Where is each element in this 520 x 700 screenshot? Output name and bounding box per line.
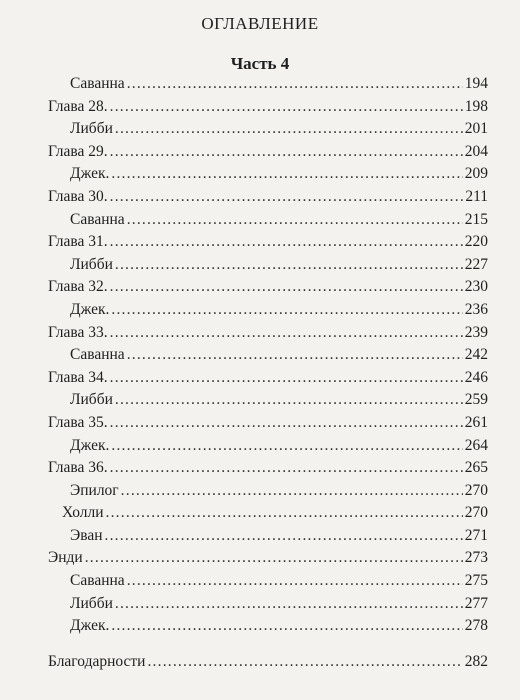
toc-entry bbox=[48, 391, 488, 414]
dot-leader bbox=[110, 143, 463, 161]
toc-entry-title: Холли bbox=[62, 504, 104, 522]
toc-entry-page: 236 bbox=[464, 300, 488, 318]
dot-leader bbox=[127, 75, 463, 93]
toc-entry-title: Саванна bbox=[70, 572, 125, 590]
toc-entry-page: 282 bbox=[464, 652, 488, 670]
toc-entry-page: 227 bbox=[464, 255, 488, 273]
toc-entry bbox=[48, 369, 488, 392]
table-of-contents bbox=[48, 75, 488, 675]
toc-entry bbox=[48, 653, 488, 676]
toc-entry-page: 209 bbox=[464, 165, 488, 183]
toc-entry-title: Глава 30. bbox=[48, 187, 108, 205]
toc-entry bbox=[48, 278, 488, 301]
toc-entry bbox=[48, 572, 488, 595]
toc-entry-title: Эван bbox=[70, 526, 103, 544]
toc-entry-page: 261 bbox=[464, 413, 488, 431]
toc-entry bbox=[48, 256, 488, 279]
toc-entry-title: Либби bbox=[70, 120, 113, 138]
toc-entry bbox=[48, 346, 488, 369]
toc-entry-title: Глава 29. bbox=[48, 142, 108, 160]
dot-leader bbox=[110, 369, 463, 387]
toc-entry-page: 271 bbox=[464, 526, 488, 544]
dot-leader bbox=[111, 165, 462, 183]
toc-entry-page: 264 bbox=[464, 436, 488, 454]
dot-leader bbox=[110, 414, 463, 432]
toc-entry bbox=[48, 437, 488, 460]
toc-entry-title: Глава 32. bbox=[48, 278, 108, 296]
dot-leader bbox=[127, 211, 463, 229]
toc-entry bbox=[48, 165, 488, 188]
dot-leader bbox=[106, 504, 463, 522]
toc-entry-page: 239 bbox=[464, 323, 488, 341]
toc-entry bbox=[48, 143, 488, 166]
dot-leader bbox=[115, 391, 463, 409]
dot-leader bbox=[85, 549, 463, 567]
toc-entry bbox=[48, 120, 488, 143]
toc-entry-page: 273 bbox=[464, 549, 488, 567]
dot-leader bbox=[111, 301, 462, 319]
toc-entry bbox=[48, 549, 488, 572]
toc-entry-title: Джек. bbox=[70, 436, 110, 454]
toc-entry-page: 204 bbox=[464, 142, 488, 160]
toc-entry-title: Глава 28. bbox=[48, 97, 108, 115]
dot-leader bbox=[110, 278, 463, 296]
toc-entry bbox=[48, 211, 488, 234]
toc-entry-title: Энди bbox=[48, 549, 83, 567]
dot-leader bbox=[127, 346, 463, 364]
page-heading: ОГЛАВЛЕНИЕ bbox=[201, 14, 319, 33]
toc-entry-page: 201 bbox=[464, 120, 488, 138]
dot-leader bbox=[110, 233, 463, 251]
dot-leader bbox=[110, 459, 463, 477]
toc-entry bbox=[48, 324, 488, 347]
toc-entry-title: Эпилог bbox=[70, 481, 119, 499]
dot-leader bbox=[105, 527, 463, 545]
part-title: Часть 4 bbox=[230, 54, 290, 73]
dot-leader bbox=[127, 572, 463, 590]
toc-entry-title: Либби bbox=[70, 255, 113, 273]
toc-entry-page: 220 bbox=[464, 233, 488, 251]
toc-entry-title: Джек. bbox=[70, 617, 110, 635]
dot-leader bbox=[110, 188, 464, 206]
toc-entry-title: Саванна bbox=[70, 75, 125, 92]
dot-leader bbox=[115, 120, 463, 138]
toc-entry-page: 198 bbox=[464, 97, 488, 115]
toc-entry-title: Благодарности bbox=[48, 652, 146, 670]
dot-leader bbox=[110, 98, 463, 116]
dot-leader bbox=[115, 256, 463, 274]
toc-entry-page: 275 bbox=[464, 572, 488, 590]
toc-entry-page: 270 bbox=[464, 481, 488, 499]
toc-entry-title: Саванна bbox=[70, 210, 125, 228]
toc-entry-page: 194 bbox=[464, 75, 488, 92]
toc-entry-page: 270 bbox=[464, 504, 488, 522]
toc-entry bbox=[48, 233, 488, 256]
toc-entry bbox=[48, 301, 488, 324]
toc-entry-page: 215 bbox=[464, 210, 488, 228]
toc-entry bbox=[48, 595, 488, 618]
toc-entry-page: 230 bbox=[464, 278, 488, 296]
toc-entry bbox=[48, 414, 488, 437]
toc-entry-page: 278 bbox=[464, 617, 488, 635]
toc-entry-page: 259 bbox=[464, 391, 488, 409]
toc-entry-page: 242 bbox=[464, 346, 488, 364]
dot-leader bbox=[111, 617, 462, 635]
dot-leader bbox=[115, 595, 463, 613]
toc-entry-page: 277 bbox=[464, 594, 488, 612]
toc-entry-title: Джек. bbox=[70, 165, 110, 183]
toc-entry-title: Глава 36. bbox=[48, 459, 108, 477]
toc-entry-title: Глава 33. bbox=[48, 323, 108, 341]
toc-entry bbox=[48, 188, 488, 211]
toc-entry bbox=[48, 98, 488, 121]
toc-entry-title: Либби bbox=[70, 391, 113, 409]
toc-entry-title: Глава 34. bbox=[48, 368, 108, 386]
toc-entry-title: Либби bbox=[70, 594, 113, 612]
toc-entry bbox=[48, 75, 488, 98]
toc-entry bbox=[48, 459, 488, 482]
dot-leader bbox=[121, 482, 463, 500]
toc-entry bbox=[48, 527, 488, 550]
toc-entry bbox=[48, 617, 488, 640]
toc-entry-page: 246 bbox=[464, 368, 488, 386]
toc-entry-title: Саванна bbox=[70, 346, 125, 364]
toc-entry-title: Джек. bbox=[70, 300, 110, 318]
dot-leader bbox=[110, 324, 463, 342]
toc-entry-title: Глава 31. bbox=[48, 233, 108, 251]
toc-entry bbox=[48, 482, 488, 505]
toc-entry bbox=[48, 504, 488, 527]
toc-entry-page: 211 bbox=[465, 187, 488, 205]
toc-entry-page: 265 bbox=[464, 459, 488, 477]
dot-leader bbox=[111, 437, 462, 455]
dot-leader bbox=[147, 653, 462, 671]
toc-entry-title: Глава 35. bbox=[48, 413, 108, 431]
